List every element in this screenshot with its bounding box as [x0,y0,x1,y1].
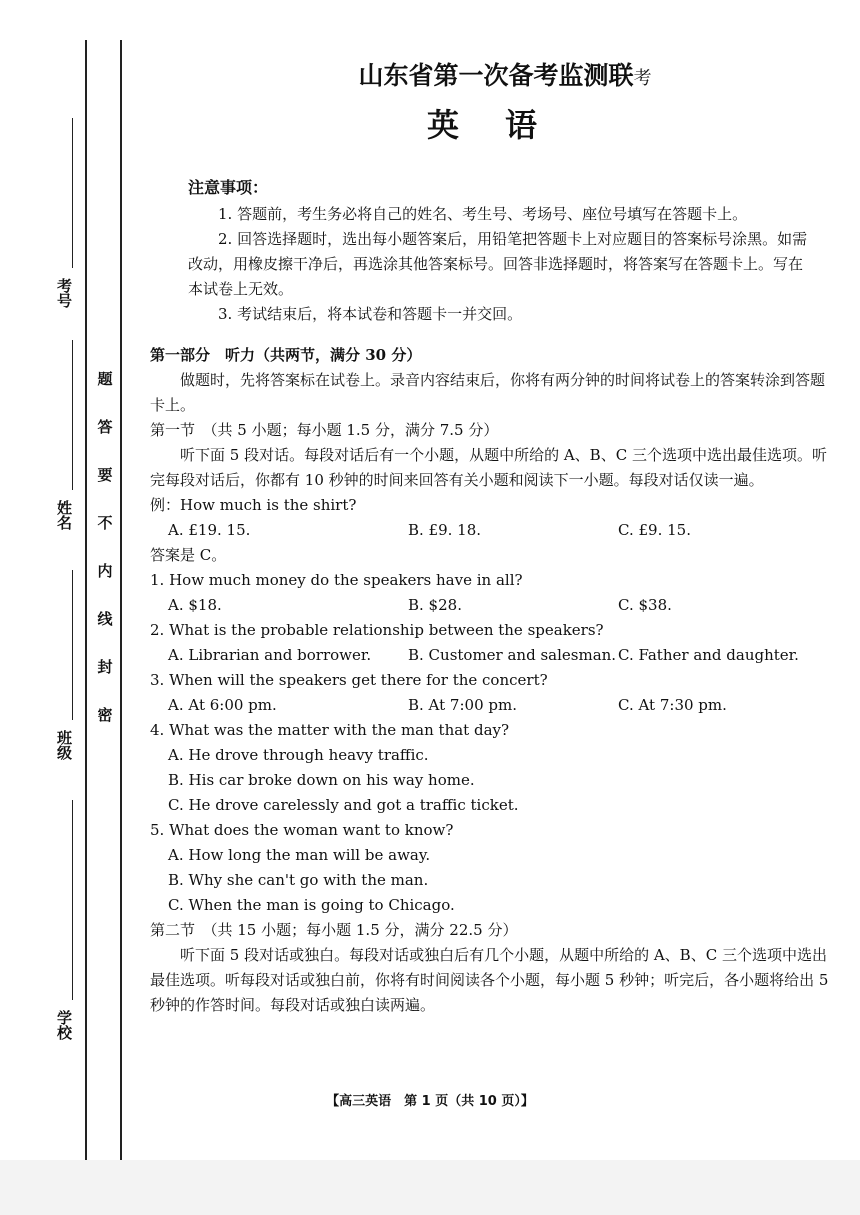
section2-heading: 第二节 （共 15 小题；每小题 1.5 分，满分 22.5 分） [150,921,518,939]
class-field[interactable] [45,570,85,810]
seal-char: 要 [97,466,113,484]
option-a: A. At 6:00 pm. [168,696,277,714]
exam-number-field[interactable] [45,118,85,358]
seal-char: 题 [97,370,113,388]
option-a: A. £19. 15. [168,521,251,539]
seal-char: 答 [97,418,113,436]
option-c: C. He drove carelessly and got a traffic ticket. [168,796,519,814]
option-a: A. $18. [168,596,222,614]
option-b: B. Why she can't go with the man. [168,871,429,889]
option-c: C. Father and daughter. [618,646,799,664]
seal-char: 不 [97,514,113,532]
option-b: B. £9. 18. [408,521,482,539]
option-c: C. When the man is going to Chicago. [168,896,455,914]
option-c: C. At 7:30 pm. [618,696,727,714]
class-blank [72,570,73,720]
option-a: A. Librarian and borrower. [168,646,372,664]
class-label: 班级 [55,730,73,760]
question-2: 2. What is the probable relationship between the speakers? [150,621,604,639]
school-label: 学校 [55,1010,73,1040]
question-5: 5. What does the woman want to know? [150,821,454,839]
page-footer: 【高三英语 第 1 页（共 10 页）】 [326,1094,534,1109]
name-blank [72,340,73,490]
notice-item: 3. 考试结束后，将本试卷和答题卡一并交回。 [218,305,523,323]
seal-char: 内 [97,562,113,580]
name-label: 姓名 [55,500,73,530]
question-3-options [168,693,830,718]
question-1-options [168,593,830,618]
notice-list [188,202,808,327]
example-question: 例：How much is the shirt? [150,496,357,514]
option-c: C. £9. 15. [618,521,691,539]
part1-heading: 第一部分 听力（共两节，满分 30 分） [150,346,422,364]
option-c: C. $38. [618,596,672,614]
name-field[interactable] [45,340,85,580]
part1-intro: 做题时，先将答案标在试卷上。录音内容结束后，你将有两分钟的时间将试卷上的答案转涂到答题卡上。 [150,371,826,414]
section1-instructions: 听下面 5 段对话。每段对话后有一个小题，从题中所给的 A、B、C 三个选项中选出最佳选项。听完每段对话后，你都有 10 秒钟的时间来回答有关小题和阅读下一小题。每段对话仅读一遍。 [150,446,827,489]
question-1: 1. How much money do the speakers have in all? [150,571,523,589]
school-blank [72,800,73,1000]
seal-char: 密 [97,706,113,724]
exam-content [150,58,830,1018]
question-4: 4. What was the matter with the man that day? [150,721,510,739]
notice-item: 1. 答题前，考生务必将自己的姓名、考生号、考场号、座位号填写在答题卡上。 [218,205,748,223]
school-field[interactable] [45,800,85,1050]
question-3: 3. When will the speakers get there for the concert? [150,671,548,689]
binding-line-outer [85,40,87,1165]
section1-heading: 第一节 （共 5 小题；每小题 1.5 分，满分 7.5 分） [150,421,499,439]
exam-number-blank [72,118,73,268]
exam-title-small: 考 [633,68,652,89]
seal-warning [94,368,116,752]
exam-title [180,58,830,97]
option-b: B. At 7:00 pm. [408,696,517,714]
scan-bottom-margin [0,1160,860,1215]
exam-title-main: 山东省第一次备考监测联 [358,61,634,90]
option-a: A. He drove through heavy traffic. [168,746,429,764]
option-b: B. Customer and salesman. [408,646,617,664]
option-a: A. How long the man will be away. [168,846,431,864]
section2-instructions: 听下面 5 段对话或独白。每段对话或独白后有几个小题，从题中所给的 A、B、C 三个选项中选出最佳选项。听每段对话或独白前，你将有时间阅读各个小题，每小题 5 秒钟；听完后，各小题将给出 5 秒钟的作答时间。每段对话或独白读两遍。 [150,946,829,1014]
binding-line-inner [120,40,122,1165]
exam-number-label: 考号 [55,278,73,308]
notice-heading: 注意事项： [188,178,269,197]
example-answer: 答案是 C。 [150,546,227,564]
example-options [168,518,830,543]
seal-char: 封 [97,658,113,676]
option-b: B. His car broke down on his way home. [168,771,475,789]
seal-char: 线 [97,610,113,628]
notice-item: 2. 回答选择题时，选出每小题答案后，用铅笔把答题卡上对应题目的答案标号涂黑。如需改动，用橡皮擦干净后，再选涂其他答案标号。回答非选择题时，将答案写在答题卡上。写在本试卷上无效。 [188,230,808,298]
subject-title: 英语 [426,106,583,144]
option-b: B. $28. [408,596,462,614]
question-2-options [168,643,830,668]
